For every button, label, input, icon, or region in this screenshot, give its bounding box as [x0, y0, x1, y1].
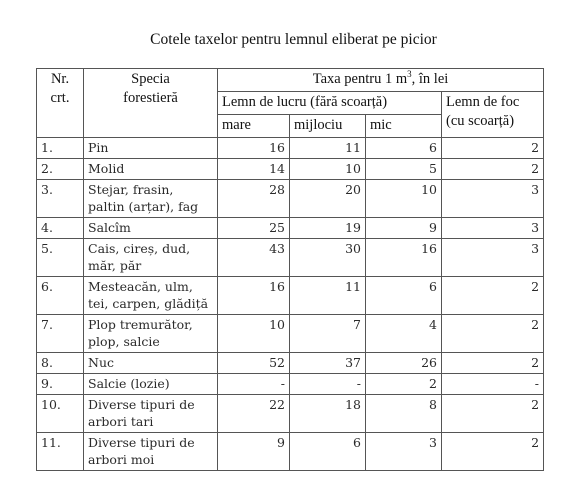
cell-species: Diverse tipuri de arbori moi — [84, 433, 218, 471]
cell-mare: 43 — [218, 239, 290, 277]
cell-nr: 11. — [37, 433, 84, 471]
col-header-mic: mic — [366, 115, 442, 138]
col-header-foc — [442, 92, 544, 138]
cell-mijlociu: 6 — [290, 433, 366, 471]
table-row — [37, 180, 544, 218]
cell-mijlociu: 18 — [290, 395, 366, 433]
cell-species: Nuc — [84, 353, 218, 374]
cell-mare: 10 — [218, 315, 290, 353]
cell-mijlociu: - — [290, 374, 366, 395]
tax-table — [36, 68, 544, 471]
cell-species: Diverse tipuri de arbori tari — [84, 395, 218, 433]
table-row — [37, 395, 544, 433]
cell-mijlociu: 19 — [290, 218, 366, 239]
table-row — [37, 159, 544, 180]
cell-foc: 2 — [442, 277, 544, 315]
nr-label-line1: Nr. — [50, 71, 70, 87]
table-row — [37, 239, 544, 277]
cell-mare: 16 — [218, 138, 290, 159]
cell-mare: 28 — [218, 180, 290, 218]
cell-nr: 9. — [37, 374, 84, 395]
cell-nr: 3. — [37, 180, 84, 218]
cell-mic: 6 — [366, 277, 442, 315]
col-header-mijlociu: mijlociu — [290, 115, 366, 138]
cell-mijlociu: 20 — [290, 180, 366, 218]
cell-mijlociu: 10 — [290, 159, 366, 180]
cell-nr: 4. — [37, 218, 84, 239]
tax-label-sup: 3 — [407, 69, 412, 80]
cell-foc: 2 — [442, 353, 544, 374]
cell-foc: 3 — [442, 218, 544, 239]
cell-nr: 5. — [37, 239, 84, 277]
cell-species: Pin — [84, 138, 218, 159]
cell-mijlociu: 11 — [290, 277, 366, 315]
cell-species: Plop tremurător, plop, salcie — [84, 315, 218, 353]
cell-species: Cais, cireș, dud, măr, păr — [84, 239, 218, 277]
cell-mic: 16 — [366, 239, 442, 277]
cell-species: Mesteacăn, ulm, tei, carpen, glădiță — [84, 277, 218, 315]
cell-mare: 52 — [218, 353, 290, 374]
col-header-mare: mare — [218, 115, 290, 138]
cell-foc: 3 — [442, 239, 544, 277]
col-header-species — [84, 69, 218, 138]
cell-species: Salcîm — [84, 218, 218, 239]
col-header-tax — [218, 69, 544, 92]
table-row — [37, 138, 544, 159]
cell-mic: 2 — [366, 374, 442, 395]
tax-label-prefix: Taxa pentru 1 m — [312, 71, 408, 87]
cell-foc: 2 — [442, 315, 544, 353]
cell-mic: 10 — [366, 180, 442, 218]
cell-foc: 3 — [442, 180, 544, 218]
cell-mic: 9 — [366, 218, 442, 239]
cell-mare: - — [218, 374, 290, 395]
cell-nr: 7. — [37, 315, 84, 353]
nr-label-line2: crt. — [50, 90, 70, 106]
table-body — [37, 138, 544, 471]
cell-mare: 22 — [218, 395, 290, 433]
cell-foc: 2 — [442, 159, 544, 180]
cell-mijlociu: 30 — [290, 239, 366, 277]
table-row — [37, 218, 544, 239]
cell-foc: - — [442, 374, 544, 395]
cell-mic: 5 — [366, 159, 442, 180]
cell-mijlociu: 37 — [290, 353, 366, 374]
cell-mic: 6 — [366, 138, 442, 159]
cell-species: Stejar, frasin, paltin (arțar), fag — [84, 180, 218, 218]
cell-foc: 2 — [442, 395, 544, 433]
cell-foc: 2 — [442, 138, 544, 159]
cell-nr: 6. — [37, 277, 84, 315]
foc-label-line1: Lemn de foc — [446, 94, 520, 110]
tax-label-suffix: , în lei — [411, 71, 449, 87]
cell-nr: 8. — [37, 353, 84, 374]
cell-mare: 25 — [218, 218, 290, 239]
cell-foc: 2 — [442, 433, 544, 471]
cell-mijlociu: 7 — [290, 315, 366, 353]
cell-mare: 9 — [218, 433, 290, 471]
cell-nr: 1. — [37, 138, 84, 159]
species-label-line1: Specia — [131, 71, 170, 87]
cell-mare: 14 — [218, 159, 290, 180]
page-title: Cotele taxelor pentru lemnul eliberat pe picior — [150, 31, 437, 48]
species-label-line2: forestieră — [123, 90, 178, 106]
cell-nr: 10. — [37, 395, 84, 433]
cell-mic: 3 — [366, 433, 442, 471]
foc-label-line2: (cu scoarță) — [446, 113, 515, 129]
cell-nr: 2. — [37, 159, 84, 180]
col-header-lucru: Lemn de lucru (fără scoarță) — [218, 92, 442, 115]
cell-mare: 16 — [218, 277, 290, 315]
table-row — [37, 315, 544, 353]
col-header-nr — [37, 69, 84, 138]
cell-species: Molid — [84, 159, 218, 180]
table-row — [37, 374, 544, 395]
cell-mijlociu: 11 — [290, 138, 366, 159]
header-row-1 — [37, 69, 544, 92]
cell-mic: 4 — [366, 315, 442, 353]
cell-mic: 26 — [366, 353, 442, 374]
table-row — [37, 433, 544, 471]
table-row — [37, 353, 544, 374]
cell-species: Salcie (lozie) — [84, 374, 218, 395]
table-row — [37, 277, 544, 315]
cell-mic: 8 — [366, 395, 442, 433]
